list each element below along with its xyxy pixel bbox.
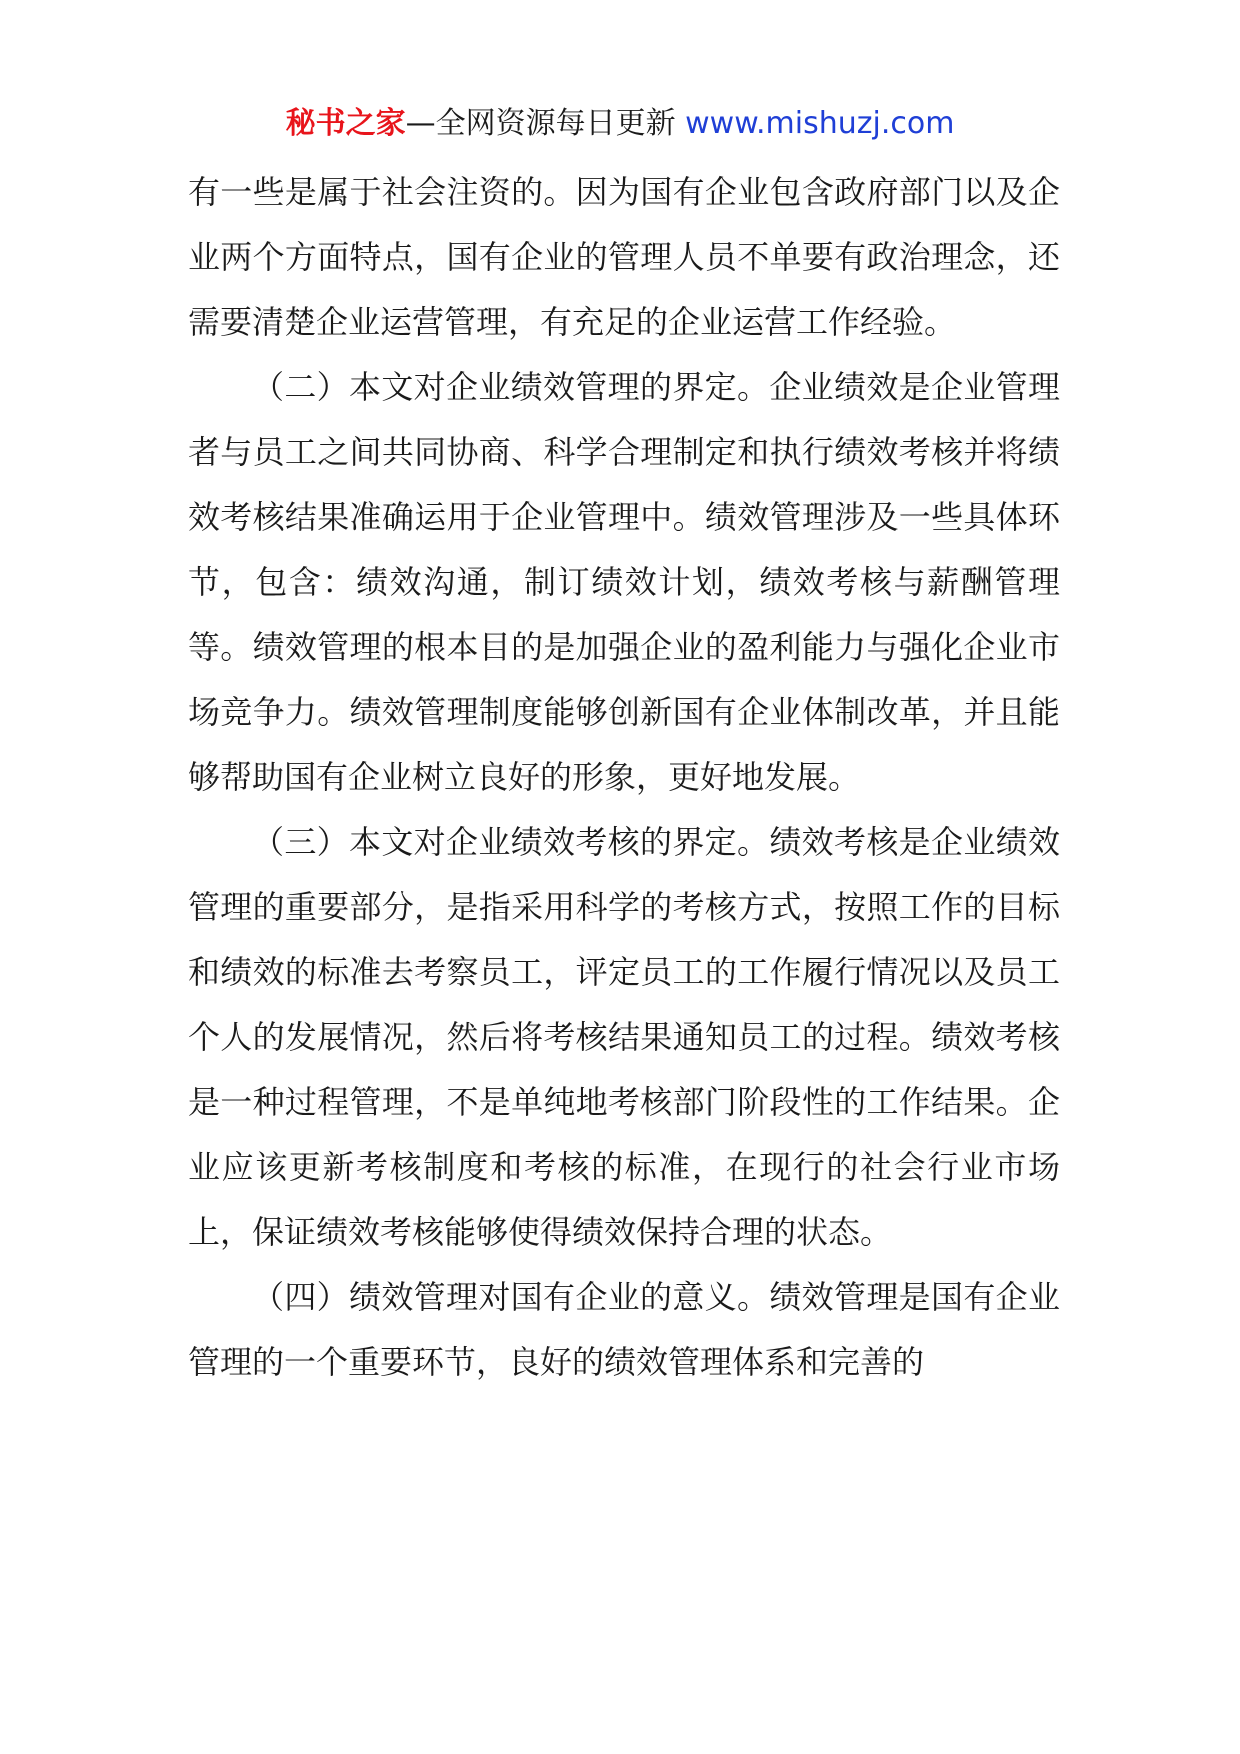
site-url: www.mishuzj.com — [685, 106, 955, 141]
document-body — [188, 160, 1060, 1395]
paragraph-continuation: 有一些是属于社会注资的。因为国有企业包含政府部门以及企业两个方面特点，国有企业的管理人员不单要有政治理念，还需要清楚企业运营管理，有充足的企业运营工作经验。 — [188, 173, 1060, 341]
paragraph-section-3: （三）本文对企业绩效考核的界定。绩效考核是企业绩效管理的重要部分，是指采用科学的考核方式，按照工作的目标和绩效的标准去考察员工，评定员工的工作履行情况以及员工个人的发展情况，然后将考核结果通知员工的过程。绩效考核是一种过程管理，不是单纯地考核部门阶段性的工作结果。企业应该更新考核制度和考核的标准，在现行的社会行业市场上，保证绩效考核能够使得绩效保持合理的状态。 — [188, 823, 1060, 1251]
site-brand: 秘书之家 — [285, 106, 406, 141]
site-tagline: —全网资源每日更新 — [405, 106, 686, 141]
watermark-header — [0, 102, 1240, 146]
paragraph-section-4: （四）绩效管理对国有企业的意义。绩效管理是国有企业管理的一个重要环节，良好的绩效管理体系和完善的 — [188, 1278, 1060, 1381]
paragraph-section-2: （二）本文对企业绩效管理的界定。企业绩效是企业管理者与员工之间共同协商、科学合理制定和执行绩效考核并将绩效考核结果准确运用于企业管理中。绩效管理涉及一些具体环节，包含：绩效沟通，制订绩效计划，绩效考核与薪酬管理等。绩效管理的根本目的是加强企业的盈利能力与强化企业市场竞争力。绩效管理制度能够创新国有企业体制改革，并且能够帮助国有企业树立良好的形象，更好地发展。 — [188, 368, 1060, 796]
